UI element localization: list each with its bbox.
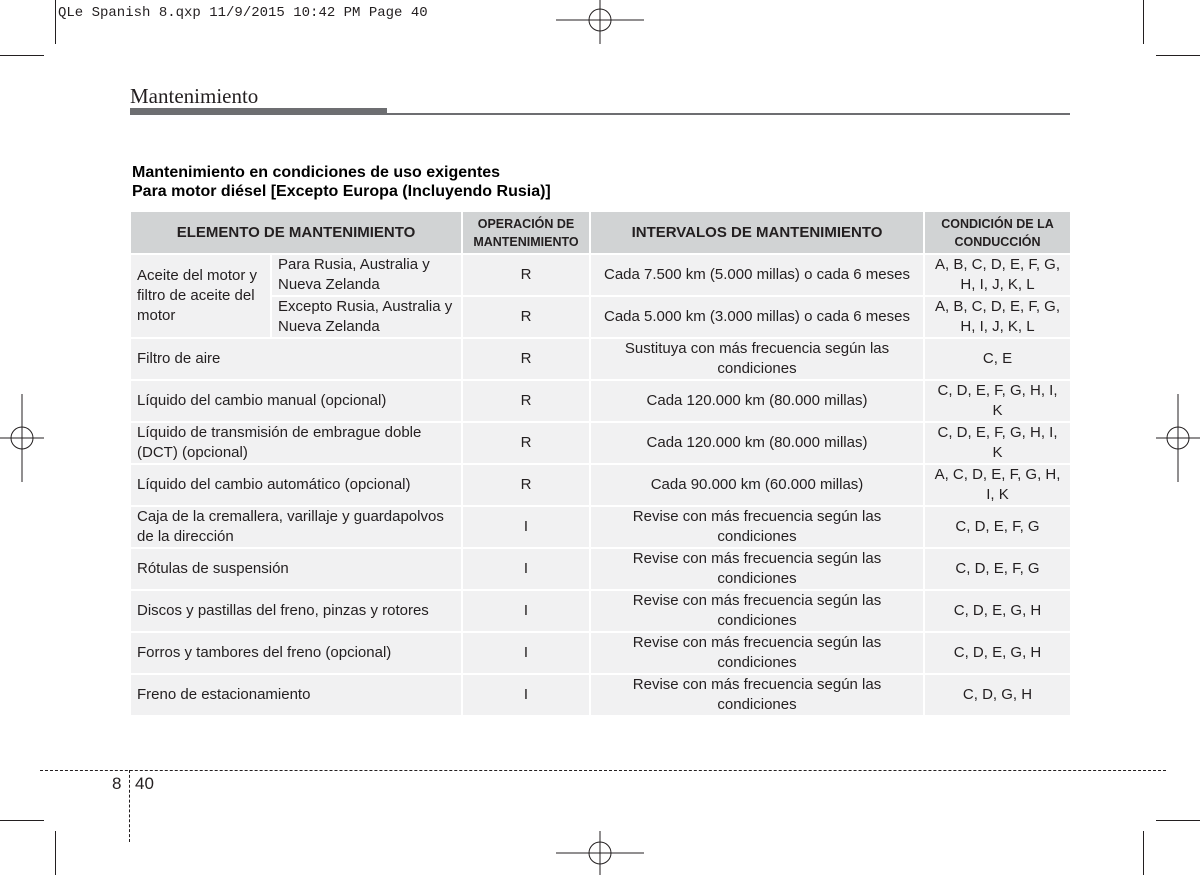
interval-cell: Revise con más frecuencia según las condiciones [590,506,924,548]
registration-mark-icon [0,394,44,482]
operation-cell: R [462,254,590,296]
condition-cell: C, D, G, H [924,674,1071,716]
table-row [130,632,1071,674]
page-number-divider [129,770,130,842]
interval-cell: Revise con más frecuencia según las condiciones [590,548,924,590]
crop-mark [55,831,56,875]
element-cell: Líquido del cambio automático (opcional) [130,464,462,506]
table-row [130,254,1071,296]
table-row [130,422,1071,464]
crop-mark [0,820,44,821]
table-row [130,506,1071,548]
table-heading-2: Para motor diésel [Excepto Europa (Incluyendo Rusia)] [132,183,551,200]
table-header-row [130,211,1071,254]
condition-cell: A, B, C, D, E, F, G, H, I, J, K, L [924,254,1071,296]
element-cell: Filtro de aire [130,338,462,380]
column-header-condition: CONDICIÓN DE LA CONDUCCIÓN [924,211,1071,254]
interval-cell: Cada 5.000 km (3.000 millas) o cada 6 meses [590,296,924,338]
column-header-operation: OPERACIÓN DE MANTENIMIENTO [462,211,590,254]
element-subcell: Excepto Rusia, Australia y Nueva Zelanda [271,296,462,338]
operation-cell: I [462,506,590,548]
operation-cell: I [462,632,590,674]
table-row [130,338,1071,380]
crop-mark [1156,820,1200,821]
condition-cell: C, D, E, F, G, H, I, K [924,422,1071,464]
header-rule-thin [387,113,1070,115]
maintenance-table [129,210,1072,717]
registration-mark-icon [556,831,644,875]
operation-cell: I [462,590,590,632]
interval-cell: Revise con más frecuencia según las condiciones [590,590,924,632]
page-number: 40 [135,774,154,793]
element-cell: Discos y pastillas del freno, pinzas y rotores [130,590,462,632]
print-slug: QLe Spanish 8.qxp 11/9/2015 10:42 PM Page 40 [58,5,428,21]
element-cell: Líquido de transmisión de embrague doble (DCT) (opcional) [130,422,462,464]
table-heading-1: Mantenimiento en condiciones de uso exigentes [132,164,501,181]
operation-cell: R [462,422,590,464]
element-subcell: Para Rusia, Australia y Nueva Zelanda [271,254,462,296]
condition-cell: A, C, D, E, F, G, H, I, K [924,464,1071,506]
interval-cell: Cada 7.500 km (5.000 millas) o cada 6 meses [590,254,924,296]
operation-cell: I [462,548,590,590]
interval-cell: Cada 120.000 km (80.000 millas) [590,422,924,464]
condition-cell: C, D, E, F, G [924,506,1071,548]
operation-cell: R [462,380,590,422]
table-row [130,464,1071,506]
element-cell: Caja de la cremallera, varillaje y guardapolvos de la dirección [130,506,462,548]
condition-cell: C, D, E, G, H [924,590,1071,632]
operation-cell: R [462,464,590,506]
crop-mark [55,0,56,44]
element-cell: Aceite del motor y filtro de aceite del motor [130,254,271,338]
crop-mark [1143,0,1144,44]
footer-rule [40,770,1166,771]
interval-cell: Cada 120.000 km (80.000 millas) [590,380,924,422]
table-row [130,380,1071,422]
element-cell: Forros y tambores del freno (opcional) [130,632,462,674]
element-cell: Líquido del cambio manual (opcional) [130,380,462,422]
crop-mark [0,55,44,56]
column-header-interval: INTERVALOS DE MANTENIMIENTO [590,211,924,254]
interval-cell: Revise con más frecuencia según las condiciones [590,632,924,674]
table-row [130,296,1071,338]
condition-cell: C, D, E, G, H [924,632,1071,674]
interval-cell: Revise con más frecuencia según las condiciones [590,674,924,716]
table-row [130,674,1071,716]
interval-cell: Cada 90.000 km (60.000 millas) [590,464,924,506]
element-cell: Rótulas de suspensión [130,548,462,590]
condition-cell: A, B, C, D, E, F, G, H, I, J, K, L [924,296,1071,338]
section-title: Mantenimiento [130,84,259,108]
crop-mark [1143,831,1144,875]
column-header-element: ELEMENTO DE MANTENIMIENTO [130,211,462,254]
operation-cell: R [462,338,590,380]
operation-cell: R [462,296,590,338]
condition-cell: C, D, E, F, G [924,548,1071,590]
registration-mark-icon [1156,394,1200,482]
condition-cell: C, D, E, F, G, H, I, K [924,380,1071,422]
element-cell: Freno de estacionamiento [130,674,462,716]
table-row [130,590,1071,632]
table-row [130,548,1071,590]
condition-cell: C, E [924,338,1071,380]
header-rule-thick [130,108,387,115]
operation-cell: I [462,674,590,716]
registration-mark-icon [556,0,644,44]
crop-mark [1156,55,1200,56]
section-number: 8 [112,774,122,793]
interval-cell: Sustituya con más frecuencia según las condiciones [590,338,924,380]
